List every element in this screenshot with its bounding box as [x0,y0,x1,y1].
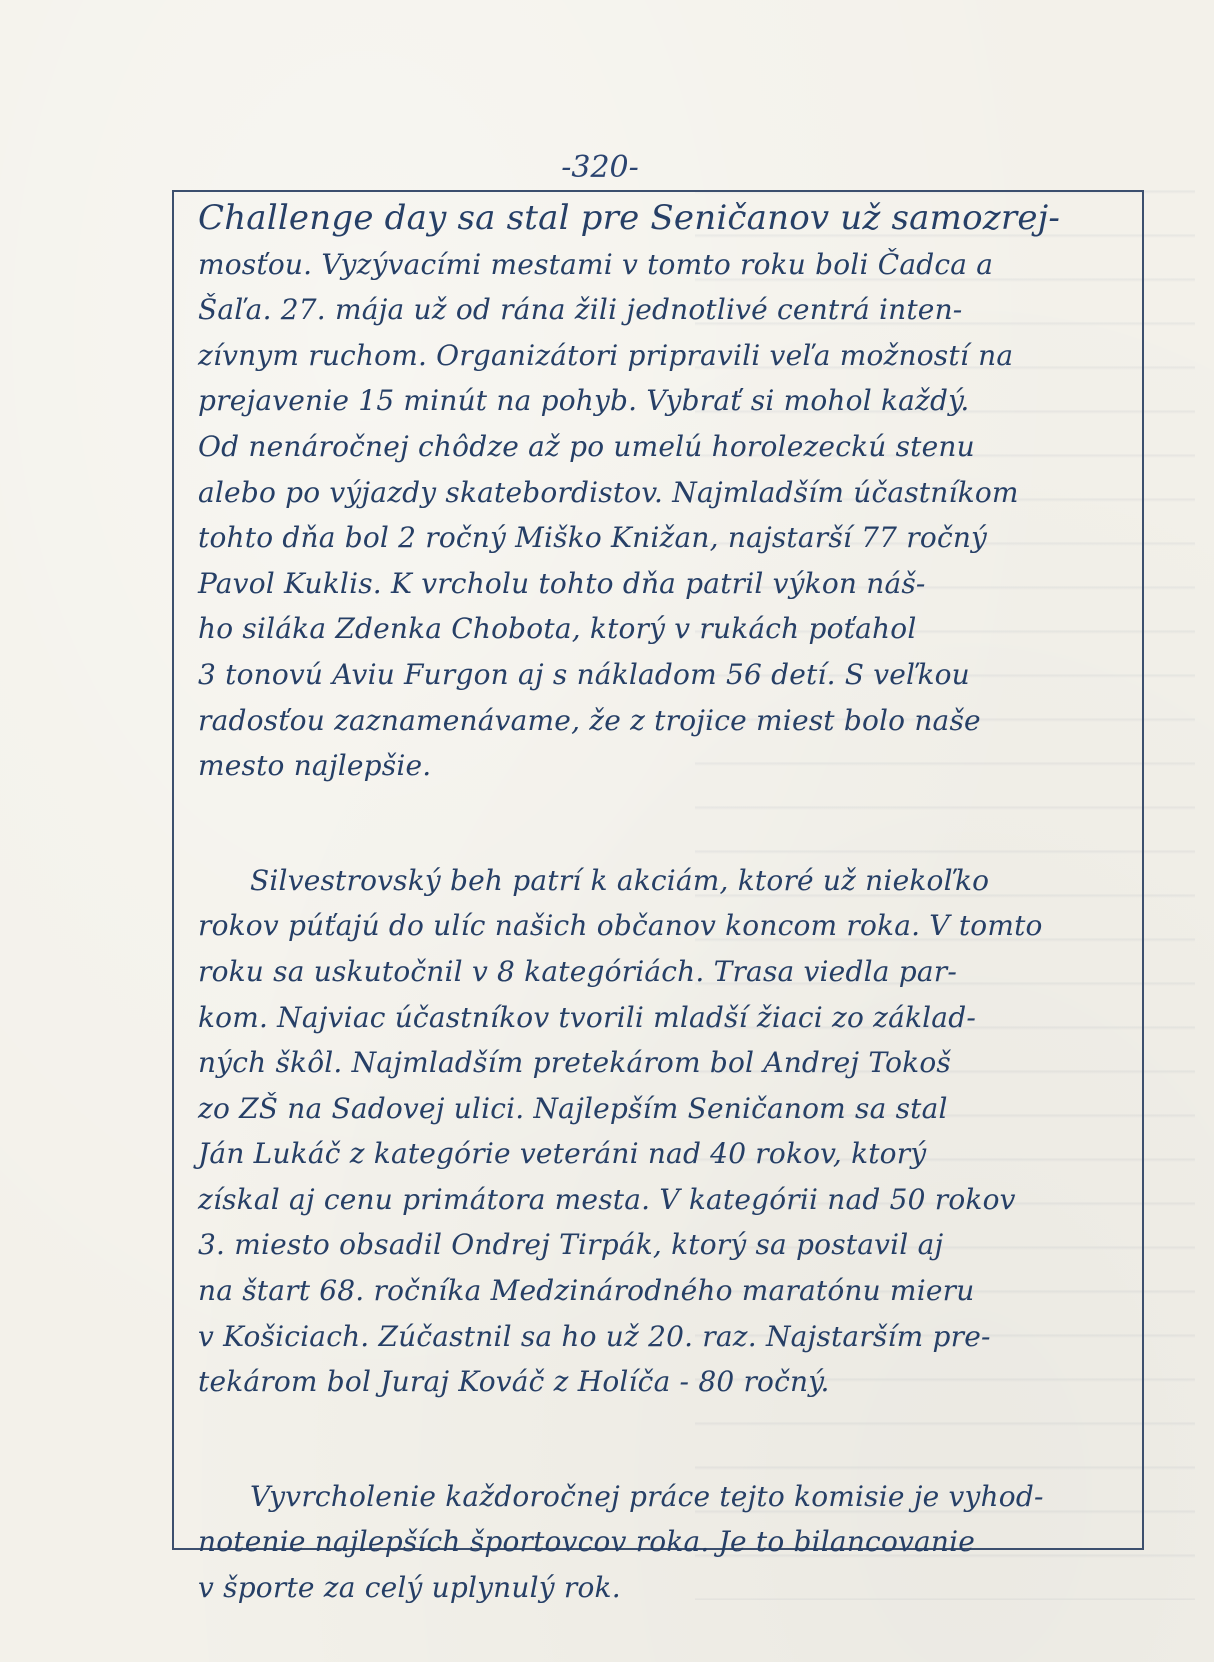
text-line: Ján Lukáč z kategórie veteráni nad 40 rokov, ktorý [198,1137,927,1171]
text-line: tohto dňa bol 2 ročný Miško Knižan, najstarší 77 ročný [198,521,988,555]
text-line: Silvestrovský beh patrí k akciám, ktoré už niekoľko [250,863,990,897]
text-line: Šaľa. 27. mája už od rána žili jednotlivé centrá inten- [198,293,963,327]
text-line: v športe za celý uplynulý rok. [198,1571,621,1605]
text-line: mesto najlepšie. [198,749,432,783]
text-line: radosťou zaznamenávame, že z trojice miest bolo naše [198,703,981,737]
text-line: získal aj cenu primátora mesta. V kategórii nad 50 rokov [198,1182,1016,1216]
page-number: -320- [561,150,639,185]
text-line: v Košiciach. Zúčastnil sa ho už 20. raz. Najstarším pre- [198,1319,991,1353]
paragraph-gap [198,1405,1138,1474]
text-line: kom. Najviac účastníkov tvorili mladší žiaci zo základ- [198,1000,976,1034]
paragraph-challenge-day [198,196,1138,789]
text-line: roku sa uskutočnil v 8 kategóriách. Trasa viedla par- [198,954,957,988]
paragraph-vyvrcholenie [198,1474,1138,1611]
text-line: Challenge day sa stal pre Seničanov už samozrej- [198,198,1061,238]
text-line: zívnym ruchom. Organizátori pripravili veľa možností na [198,338,1014,372]
handwritten-text [198,196,1138,1611]
text-line: ho siláka Zdenka Chobota, ktorý v rukách poťahol [198,612,917,646]
text-line: Pavol Kuklis. K vrcholu tohto dňa patril výkon náš- [198,566,926,600]
text-line: alebo po výjazdy skatebordistov. Najmladším účastníkom [198,475,1019,509]
text-line: zo ZŠ na Sadovej ulici. Najlepším Seničanom sa stal [198,1091,948,1125]
text-line: rokov púťajú do ulíc našich občanov koncom roka. V tomto [198,909,1043,943]
text-line: notenie najlepších športovcov roka. Je to bilancovanie [198,1525,976,1559]
text-line: 3 tonovú Aviu Furgon aj s nákladom 56 detí. S veľkou [198,657,970,691]
text-line: 3. miesto obsadil Ondrej Tirpák, ktorý sa postavil aj [198,1228,944,1262]
text-line: ných škôl. Najmladším pretekárom bol Andrej Tokoš [198,1046,951,1080]
text-line: tekárom bol Juraj Kováč z Holíča - 80 ročný. [198,1365,830,1399]
text-line: mosťou. Vyzývacími mestami v tomto roku boli Čadca a [198,247,994,281]
paragraph-gap [198,789,1138,858]
text-line: na štart 68. ročníka Medzinárodného maratónu mieru [198,1274,975,1308]
text-line: prejavenie 15 minút na pohyb. Vybrať si mohol každý. [198,384,970,418]
paragraph-silvestrovsky-beh [198,858,1138,1405]
text-line: Od nenáročnej chôdze až po umelú horolezeckú stenu [198,429,975,463]
text-line: Vyvrcholenie každoročnej práce tejto komisie je vyhod- [250,1479,1044,1513]
